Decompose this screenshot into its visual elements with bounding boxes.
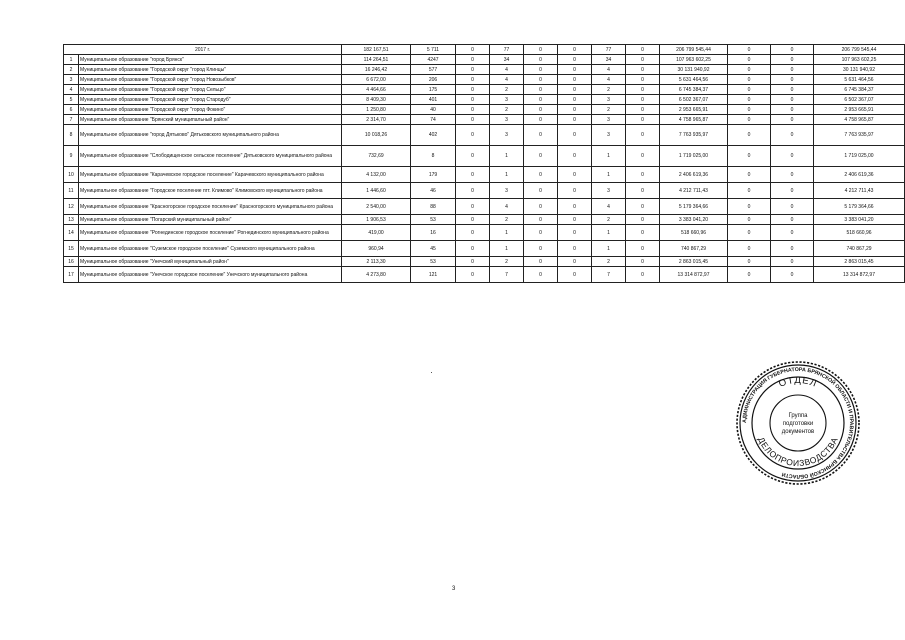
- table-cell: 0: [558, 199, 592, 215]
- table-cell: 4: [592, 199, 626, 215]
- table-cell: 88: [411, 199, 456, 215]
- table-row: [64, 183, 905, 199]
- table-cell: 0: [456, 167, 490, 183]
- table-cell: 2 863 015,45: [660, 257, 728, 267]
- table-cell: 518 660,96: [660, 225, 728, 241]
- table-cell: 0: [456, 115, 490, 125]
- table-cell: 4: [592, 75, 626, 85]
- table-cell: 0: [558, 65, 592, 75]
- table-total-row: [64, 45, 905, 55]
- table-body: [64, 45, 905, 283]
- table-cell: 0: [771, 241, 814, 257]
- table-cell: 0: [558, 125, 592, 146]
- table-cell: 0: [524, 267, 558, 283]
- stamp-center-line-3: документов: [781, 429, 815, 435]
- table-cell: 0: [558, 267, 592, 283]
- table-cell: 0: [626, 257, 660, 267]
- total-row-cell: 182 167,51: [342, 45, 411, 55]
- total-row-cell: 206 799 545,44: [814, 45, 905, 55]
- table-cell: 2: [490, 105, 524, 115]
- table-cell: 53: [411, 215, 456, 225]
- municipality-name-cell: Муниципальное образование "Унечское городское поселение" Унечского муниципального района: [79, 267, 342, 283]
- table-cell: 0: [558, 95, 592, 105]
- table-cell: 8 409,30: [342, 95, 411, 105]
- table-cell: 3: [490, 183, 524, 199]
- table-cell: 960,94: [342, 241, 411, 257]
- table-cell: 2: [592, 257, 626, 267]
- table-cell: 206: [411, 75, 456, 85]
- table-cell: 0: [456, 199, 490, 215]
- table-cell: 7 763 935,97: [814, 125, 905, 146]
- table-cell: 2 953 665,91: [814, 105, 905, 115]
- table-cell: 2 406 619,36: [660, 167, 728, 183]
- table-cell: 114 264,51: [342, 55, 411, 65]
- table-row: [64, 167, 905, 183]
- total-row-cell: 77: [490, 45, 524, 55]
- table-cell: 0: [456, 75, 490, 85]
- table-cell: 402: [411, 125, 456, 146]
- table-cell: 10 018,26: [342, 125, 411, 146]
- total-row-cell: 0: [626, 45, 660, 55]
- table-cell: 1: [490, 167, 524, 183]
- municipality-name-cell: Муниципальное образование "Городской округ "город Фокино": [79, 105, 342, 115]
- table-cell: 0: [558, 167, 592, 183]
- table-cell: 4 758 965,87: [660, 115, 728, 125]
- table-cell: 0: [456, 267, 490, 283]
- total-row-cell: 0: [771, 45, 814, 55]
- table-cell: 0: [558, 75, 592, 85]
- row-number-cell: 13: [64, 215, 79, 225]
- table-cell: 0: [524, 65, 558, 75]
- table-cell: 0: [456, 215, 490, 225]
- row-number-cell: 1: [64, 55, 79, 65]
- municipality-name-cell: Муниципальное образование "Городской округ "город Стародуб": [79, 95, 342, 105]
- row-number-cell: 15: [64, 241, 79, 257]
- table-cell: 13 314 872,97: [814, 267, 905, 283]
- stamp-center-line-2: подготовки: [782, 421, 814, 427]
- row-number-cell: 6: [64, 105, 79, 115]
- table-cell: 0: [558, 257, 592, 267]
- table-cell: 419,00: [342, 225, 411, 241]
- table-cell: 4 212 711,43: [660, 183, 728, 199]
- table-cell: 0: [626, 215, 660, 225]
- table-cell: 0: [728, 55, 771, 65]
- table-cell: 0: [456, 241, 490, 257]
- stamp-ring-text: АДМИНИСТРАЦИЯ ГУБЕРНАТОРА БРЯНСКОЙ ОБЛАСТИ И ПРАВИТЕЛЬСТВА БРЯНСКОЙ ОБЛАСТИ: [741, 366, 855, 480]
- table-cell: 0: [456, 225, 490, 241]
- table-cell: 740 867,29: [814, 241, 905, 257]
- table-cell: 0: [456, 146, 490, 167]
- table-row: [64, 225, 905, 241]
- table-cell: 4 464,66: [342, 85, 411, 95]
- table-cell: 0: [524, 75, 558, 85]
- table-cell: 3: [592, 115, 626, 125]
- table-cell: 3: [592, 95, 626, 105]
- table-cell: 0: [728, 115, 771, 125]
- table-cell: 45: [411, 241, 456, 257]
- table-cell: 0: [771, 199, 814, 215]
- table-cell: 0: [728, 257, 771, 267]
- table-cell: 107 963 602,25: [814, 55, 905, 65]
- table-cell: 2 406 619,36: [814, 167, 905, 183]
- municipality-name-cell: Муниципальное образование "Брянский муниципальный район": [79, 115, 342, 125]
- table-cell: 0: [524, 241, 558, 257]
- table-cell: 2: [592, 215, 626, 225]
- table-cell: 1 719 025,00: [660, 146, 728, 167]
- table-cell: 3: [490, 95, 524, 105]
- municipality-name-cell: Муниципальное образование "Суземское городское поселение" Суземского муниципального района: [79, 241, 342, 257]
- table-cell: 0: [524, 199, 558, 215]
- table-cell: 0: [524, 105, 558, 115]
- stamp-center-line-1: Группа: [788, 413, 808, 419]
- table-row: [64, 257, 905, 267]
- row-number-cell: 17: [64, 267, 79, 283]
- table-row: [64, 215, 905, 225]
- table-cell: 0: [524, 95, 558, 105]
- table-cell: 1 719 025,00: [814, 146, 905, 167]
- row-number-cell: 11: [64, 183, 79, 199]
- table-cell: 0: [626, 65, 660, 75]
- row-number-cell: 14: [64, 225, 79, 241]
- table-cell: 0: [524, 215, 558, 225]
- office-stamp: [735, 360, 861, 486]
- total-row-cell: 0: [456, 45, 490, 55]
- municipality-name-cell: Муниципальное образование "Рогнединское городское поселение" Рогнединского муниципального района: [79, 225, 342, 241]
- total-row-cell: 0: [524, 45, 558, 55]
- table-cell: 3: [490, 115, 524, 125]
- total-row-cell: 0: [728, 45, 771, 55]
- table-cell: 0: [456, 95, 490, 105]
- table-cell: 0: [728, 125, 771, 146]
- scan-speck: [431, 372, 432, 373]
- table-cell: 4: [490, 199, 524, 215]
- table-cell: 0: [626, 85, 660, 95]
- table-cell: 4: [490, 75, 524, 85]
- municipality-name-cell: Муниципальное образование "Городской округ "город Клинцы": [79, 65, 342, 75]
- table-cell: 4247: [411, 55, 456, 65]
- table-cell: 0: [771, 125, 814, 146]
- table-cell: 0: [626, 167, 660, 183]
- table-cell: 0: [456, 85, 490, 95]
- municipality-name-cell: Муниципальное образование "Городской округ "город Сельцо": [79, 85, 342, 95]
- table-cell: 0: [728, 183, 771, 199]
- table-cell: 1 250,80: [342, 105, 411, 115]
- table-row: [64, 199, 905, 215]
- table-cell: 0: [558, 225, 592, 241]
- table-cell: 0: [626, 115, 660, 125]
- table-cell: 3: [490, 125, 524, 146]
- table-cell: 0: [524, 257, 558, 267]
- table-cell: 0: [524, 167, 558, 183]
- row-number-cell: 3: [64, 75, 79, 85]
- table-row: [64, 95, 905, 105]
- municipality-name-cell: Муниципальное образование "Унечский муниципальный район": [79, 257, 342, 267]
- table-cell: 1: [490, 146, 524, 167]
- table-cell: 401: [411, 95, 456, 105]
- table-cell: 0: [524, 183, 558, 199]
- table-cell: 0: [728, 75, 771, 85]
- table-cell: 0: [626, 105, 660, 115]
- table-cell: 3: [592, 125, 626, 146]
- table-cell: 0: [558, 146, 592, 167]
- table-cell: 175: [411, 85, 456, 95]
- table-cell: 1: [592, 241, 626, 257]
- table-cell: 4: [490, 65, 524, 75]
- table-row: [64, 85, 905, 95]
- stamp-bottom-word: ДЕЛОПРОИЗВОДСТВА: [756, 435, 840, 469]
- table-cell: 0: [626, 199, 660, 215]
- table-cell: 4 758 965,87: [814, 115, 905, 125]
- table-cell: 0: [558, 215, 592, 225]
- municipality-name-cell: Муниципальное образование "Городское поселение пгт. Климово" Климовского муниципального района: [79, 183, 342, 199]
- municipality-name-cell: Муниципальное образование "Городской округ "город Новозыбков": [79, 75, 342, 85]
- row-number-cell: 4: [64, 85, 79, 95]
- table-cell: 0: [771, 183, 814, 199]
- table-cell: 0: [558, 241, 592, 257]
- table-cell: 518 660,96: [814, 225, 905, 241]
- table-cell: 74: [411, 115, 456, 125]
- municipality-name-cell: Муниципальное образование "город Брянск": [79, 55, 342, 65]
- municipality-name-cell: Муниципальное образование "Слободищенское сельское поселение" Дятьковского муниципального района: [79, 146, 342, 167]
- table-cell: 577: [411, 65, 456, 75]
- table-cell: 2: [490, 215, 524, 225]
- table-cell: 0: [728, 85, 771, 95]
- table-cell: 2 953 665,91: [660, 105, 728, 115]
- table-cell: 2 314,70: [342, 115, 411, 125]
- table-cell: 0: [728, 199, 771, 215]
- page-number: 3: [452, 586, 456, 592]
- table-cell: 0: [456, 257, 490, 267]
- table-cell: 0: [456, 183, 490, 199]
- table-cell: 0: [626, 225, 660, 241]
- table-cell: 0: [626, 146, 660, 167]
- table-cell: 0: [728, 95, 771, 105]
- table-cell: 16 246,42: [342, 65, 411, 75]
- table-cell: 0: [728, 146, 771, 167]
- total-row-cell: 206 799 545,44: [660, 45, 728, 55]
- table-cell: 2: [490, 85, 524, 95]
- row-number-cell: 9: [64, 146, 79, 167]
- table-cell: 2: [490, 257, 524, 267]
- table-cell: 7: [592, 267, 626, 283]
- table-row: [64, 75, 905, 85]
- table-cell: 0: [728, 215, 771, 225]
- table-cell: 0: [626, 241, 660, 257]
- table-cell: 0: [771, 225, 814, 241]
- table-cell: 0: [626, 183, 660, 199]
- table-cell: 6 502 367,07: [660, 95, 728, 105]
- table-cell: 0: [456, 105, 490, 115]
- table-row: [64, 65, 905, 75]
- table-cell: 0: [626, 75, 660, 85]
- table-cell: 0: [524, 115, 558, 125]
- table-cell: 4: [592, 65, 626, 75]
- row-number-cell: 7: [64, 115, 79, 125]
- table-cell: 0: [771, 215, 814, 225]
- table-cell: 0: [626, 125, 660, 146]
- table-cell: 1: [490, 241, 524, 257]
- row-number-cell: 5: [64, 95, 79, 105]
- table-cell: 0: [728, 105, 771, 115]
- table-cell: 1: [490, 225, 524, 241]
- table-row: [64, 105, 905, 115]
- table-cell: 6 745 384,37: [660, 85, 728, 95]
- row-number-cell: 16: [64, 257, 79, 267]
- table-cell: 0: [771, 95, 814, 105]
- table-cell: 34: [490, 55, 524, 65]
- table-cell: 179: [411, 167, 456, 183]
- table-cell: 1: [592, 167, 626, 183]
- table-row: [64, 241, 905, 257]
- table-cell: 46: [411, 183, 456, 199]
- table-cell: 0: [626, 55, 660, 65]
- table-cell: 0: [728, 241, 771, 257]
- municipality-name-cell: Муниципальное образование "Погарский муниципальный район": [79, 215, 342, 225]
- table-cell: 0: [524, 55, 558, 65]
- table-cell: 0: [771, 75, 814, 85]
- table-cell: 0: [728, 167, 771, 183]
- table-cell: 0: [771, 55, 814, 65]
- municipality-name-cell: Муниципальное образование "Красногорское городское поселение" Красногорского муниципального района: [79, 199, 342, 215]
- table-cell: 1: [592, 146, 626, 167]
- municipality-name-cell: Муниципальное образование "город Дятьково" Дятьковского муниципального района: [79, 125, 342, 146]
- table-cell: 0: [524, 146, 558, 167]
- row-number-cell: 12: [64, 199, 79, 215]
- table-cell: 0: [626, 267, 660, 283]
- table-cell: 13 314 872,97: [660, 267, 728, 283]
- table-cell: 0: [771, 105, 814, 115]
- table-cell: 40: [411, 105, 456, 115]
- table-cell: 7 763 935,97: [660, 125, 728, 146]
- table-cell: 732,69: [342, 146, 411, 167]
- table-cell: 0: [728, 225, 771, 241]
- table-cell: 3 383 041,20: [814, 215, 905, 225]
- table-cell: 0: [524, 225, 558, 241]
- table-cell: 0: [558, 115, 592, 125]
- table-cell: 4 273,80: [342, 267, 411, 283]
- table-cell: 0: [524, 85, 558, 95]
- table-cell: 1 446,60: [342, 183, 411, 199]
- table-cell: 16: [411, 225, 456, 241]
- table-cell: 34: [592, 55, 626, 65]
- table-cell: 0: [771, 167, 814, 183]
- table-cell: 4 212 711,43: [814, 183, 905, 199]
- table-cell: 6 745 384,37: [814, 85, 905, 95]
- row-number-cell: 10: [64, 167, 79, 183]
- table-cell: 121: [411, 267, 456, 283]
- total-row-cell: 5 711: [411, 45, 456, 55]
- table-row: [64, 55, 905, 65]
- table-cell: 1 906,53: [342, 215, 411, 225]
- table-cell: 0: [771, 115, 814, 125]
- total-row-cell: 0: [558, 45, 592, 55]
- table-cell: 0: [524, 125, 558, 146]
- table-row: [64, 115, 905, 125]
- table-cell: 30 131 940,92: [660, 65, 728, 75]
- table-cell: 2: [592, 85, 626, 95]
- table-cell: 0: [771, 257, 814, 267]
- table-cell: 0: [771, 65, 814, 75]
- table-cell: 3: [592, 183, 626, 199]
- table-cell: 0: [558, 105, 592, 115]
- table-cell: 0: [456, 65, 490, 75]
- table-cell: 6 502 367,07: [814, 95, 905, 105]
- table-cell: 2 863 015,45: [814, 257, 905, 267]
- table-row: [64, 125, 905, 146]
- table-cell: 0: [728, 267, 771, 283]
- table-cell: 3 383 041,20: [660, 215, 728, 225]
- municipality-name-cell: Муниципальное образование "Карачевское городское поселение" Карачевского муниципального района: [79, 167, 342, 183]
- table-row: [64, 146, 905, 167]
- table-cell: 0: [456, 125, 490, 146]
- table-cell: 107 963 602,25: [660, 55, 728, 65]
- table-cell: 4 132,00: [342, 167, 411, 183]
- table-cell: 5 179 364,66: [814, 199, 905, 215]
- table-cell: 0: [558, 85, 592, 95]
- table-cell: 5 179 364,66: [660, 199, 728, 215]
- table-cell: 0: [558, 55, 592, 65]
- table-cell: 0: [771, 85, 814, 95]
- table-cell: 740 867,29: [660, 241, 728, 257]
- table-cell: 6 672,00: [342, 75, 411, 85]
- table-cell: 7: [490, 267, 524, 283]
- data-table-wrapper: [63, 44, 877, 283]
- stamp-top-word: ОТДЕЛ: [777, 374, 819, 390]
- table-cell: 0: [728, 65, 771, 75]
- row-number-cell: 8: [64, 125, 79, 146]
- table-cell: 0: [771, 267, 814, 283]
- table-cell: 0: [456, 55, 490, 65]
- total-row-cell: 77: [592, 45, 626, 55]
- table-cell: 8: [411, 146, 456, 167]
- table-cell: 0: [626, 95, 660, 105]
- table-cell: 1: [592, 225, 626, 241]
- row-number-cell: 2: [64, 65, 79, 75]
- table-row: [64, 267, 905, 283]
- data-table: [63, 44, 905, 283]
- table-cell: 2: [592, 105, 626, 115]
- table-cell: 5 631 464,56: [814, 75, 905, 85]
- table-cell: 2 113,30: [342, 257, 411, 267]
- table-cell: 5 631 464,56: [660, 75, 728, 85]
- table-cell: 0: [558, 183, 592, 199]
- table-cell: 53: [411, 257, 456, 267]
- table-cell: 0: [771, 146, 814, 167]
- table-cell: 2 540,00: [342, 199, 411, 215]
- total-row-label: 2017 г.: [64, 45, 342, 55]
- table-cell: 30 131 940,92: [814, 65, 905, 75]
